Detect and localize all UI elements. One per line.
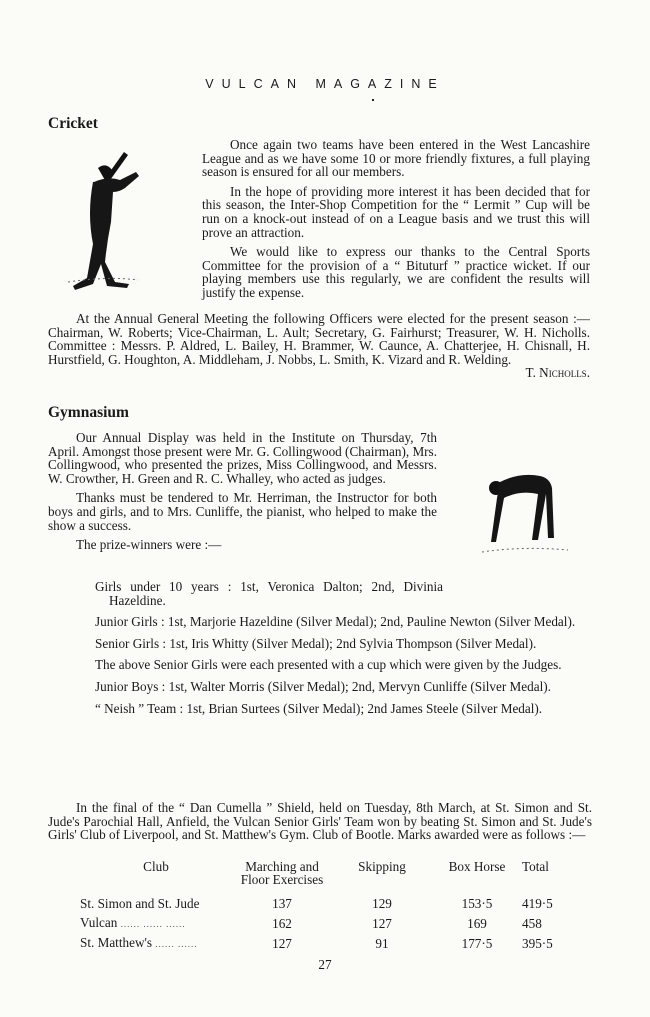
header-marching: Marching and Floor Exercises — [240, 859, 324, 887]
cricket-intro — [202, 138, 590, 306]
cricket-paragraph: In the hope of providing more interest it has been decided that for this season, the Inter-Shop Competition for the “ Lermit ” Cup will be run on a knock-out instead of on a League basis and we trust this will prove an attraction. — [202, 183, 590, 240]
cricket-paragraph: Once again two teams have been entered in the West Lancashire League and as we have some 10 or more friendly fixtures, a full playing season is ensured for all our members. — [202, 137, 590, 180]
page-number: 27 — [318, 957, 332, 972]
header-total: Total — [522, 859, 549, 874]
prize-list — [95, 580, 593, 723]
agm-paragraph: At the Annual General Meeting the following Officers were elected for the present season :—Chairman, W. Roberts; Vice-Chairman, L. Ault; Secretary, G. Fairhurst; Treasurer, W. H. Nicholls. Committee : Messrs. P. Aldred, L. Bailey, H. Brammer, W. Caunce, A. Chatterjee, H. Chisnall, H. Hurstfield, G. Houghton, A. Middleham, J. Nobbs, L. Smith, K. Vizard and R. Welding. — [48, 311, 590, 367]
table-row — [80, 894, 580, 914]
gym-paragraph: The prize-winners were :— — [76, 537, 222, 553]
gymnasium-intro — [48, 431, 437, 558]
magazine-header: VULCAN MAGAZINE — [205, 77, 445, 91]
club-name: St. Simon and St. Jude — [80, 896, 200, 912]
cricket-heading: Cricket — [48, 115, 98, 132]
total-score: 419·5 — [522, 896, 553, 912]
gymnast-illustration — [478, 468, 573, 560]
box-horse-score: 177·5 — [461, 936, 493, 952]
table-row — [80, 934, 580, 954]
cricket-paragraph: We would like to express our thanks to the Central Sports Committee for the provision of a “ Bituturf ” practice wicket. If our playing members use this regularly, we are confident the results will justify the expense. — [202, 244, 590, 300]
club-name: Vulcan — [80, 915, 118, 931]
dot-leader: ...... ...... ...... — [120, 919, 186, 930]
club-name: St. Matthew's — [80, 935, 152, 951]
prize-item: The above Senior Girls were each presented with a cup which were given by the Judges. — [95, 657, 562, 673]
box-horse-score: 169 — [467, 916, 487, 932]
marching-score: 137 — [272, 896, 292, 912]
final-section — [48, 801, 592, 848]
cricketer-illustration — [62, 150, 152, 290]
skipping-score: 127 — [372, 916, 392, 932]
skipping-score: 91 — [375, 936, 389, 952]
header-club: Club — [143, 859, 169, 874]
header-skipping: Skipping — [358, 859, 406, 874]
box-horse-score: 153·5 — [461, 896, 493, 912]
prize-item: Senior Girls : 1st, Iris Whitty (Silver Medal); 2nd Sylvia Thompson (Silver Medal). — [95, 635, 537, 651]
agm-section — [48, 312, 590, 380]
table-header-row — [80, 860, 580, 886]
total-score: 395·5 — [522, 936, 553, 952]
marks-table — [80, 860, 580, 954]
header-box-horse: Box Horse — [448, 859, 506, 874]
final-paragraph: In the final of the “ Dan Cumella ” Shield, held on Tuesday, 8th March, at St. Simon and St. Jude's Parochial Hall, Anfield, the Vulcan Senior Girls' Team won by beating St. Simon and St. Jude's Girls' Club of Liverpool, and St. Matthew's Gym. Club of Bootle. Marks awarded were as follows :— — [48, 800, 592, 843]
header-dot — [372, 99, 374, 101]
gym-paragraph: Thanks must be tendered to Mr. Herriman, the Instructor for both boys and girls, and to Mrs. Cunliffe, the pianist, who helped to make the show a success. — [48, 490, 437, 533]
gymnasium-heading: Gymnasium — [48, 404, 129, 421]
prize-item: Junior Boys : 1st, Walter Morris (Silver Medal); 2nd, Mervyn Cunliffe (Silver Medal). — [95, 678, 551, 694]
signature: T. Nicholls. — [525, 365, 590, 381]
prize-item: Girls under 10 years : 1st, Veronica Dalton; 2nd, Divinia Hazeldine. — [95, 579, 443, 608]
marching-score: 127 — [272, 936, 292, 952]
prize-item: “ Neish ” Team : 1st, Brian Surtees (Silver Medal); 2nd James Steele (Silver Medal). — [95, 700, 543, 716]
skipping-score: 129 — [372, 896, 392, 912]
table-row — [80, 914, 580, 934]
marching-score: 162 — [272, 916, 292, 932]
gym-paragraph: Our Annual Display was held in the Institute on Thursday, 7th April. Amongst those present were Mr. G. Collingwood (Chairman), Mrs. Collingwood, who presented the prizes, Miss Collingwood, and Messrs. W. Crowther, H. Green and R. C. Whalley, who acted as judges. — [48, 430, 437, 486]
dot-leader: ...... ...... — [155, 939, 198, 950]
total-score: 458 — [522, 916, 542, 932]
prize-item: Junior Girls : 1st, Marjorie Hazeldine (Silver Medal); 2nd, Pauline Newton (Silver Medal). — [95, 614, 576, 630]
